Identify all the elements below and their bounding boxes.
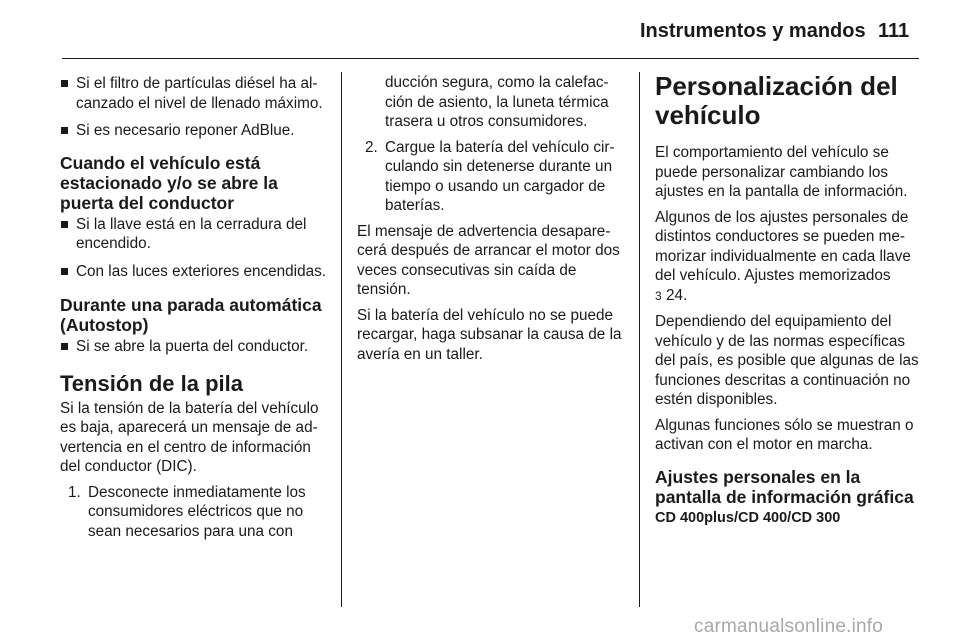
watermark-text: carmanualsonline.info	[694, 616, 884, 637]
model-line: CD 400plus/CD 400/CD 300	[655, 509, 841, 526]
paragraph: Si la batería del vehículo no se puede recargar, haga subsanar la causa de la avería en un taller.	[357, 306, 622, 363]
step-number: 1.	[68, 483, 81, 501]
page-reference-arrow-icon: 3	[655, 288, 662, 303]
numbered-step	[357, 138, 623, 216]
step-number: 2.	[365, 138, 378, 156]
paragraph: El mensaje de advertencia desaparecerá después de arrancar el motor dos veces consecutivas sin caída de tensión.	[357, 222, 620, 298]
column-divider-right	[639, 72, 640, 607]
step-text: Desconecte inmediatamente los consumidores eléctricos que no sean necesarios para una con	[88, 483, 306, 540]
header-title: Instrumentos y mandos	[640, 20, 866, 42]
column-middle	[357, 73, 623, 370]
bullet-item: Con las luces exteriores encendidas.	[60, 262, 328, 282]
column-left	[60, 74, 328, 547]
column-divider-left	[341, 72, 342, 607]
paragraph: Dependiendo del equipamiento del vehículo y de las normas específicas del país, es posible que algunas de las funciones descritas a continuación no estén disponibles.	[655, 313, 919, 408]
paragraph: El comportamiento del vehículo se puede personalizar cambiando los ajustes en la pantalla de información.	[655, 144, 908, 200]
section-heading: Personalización del vehículo	[655, 71, 898, 130]
step-continuation: ducción segura, como la calefacción de asiento, la luneta térmica trasera u otros consumidores.	[385, 74, 609, 130]
paragraph	[655, 208, 923, 307]
page-reference[interactable]: 24.	[665, 286, 688, 304]
page-number: 111	[878, 20, 910, 42]
subheading: Ajustes personales en la pantalla de información gráfica	[655, 466, 914, 507]
bullet-item: Si la llave está en la cerradura del encendido.	[60, 215, 328, 254]
heading-battery: Tensión de la pila	[60, 370, 243, 396]
header-rule	[62, 58, 919, 59]
bullet-item: Si se abre la puerta del conductor.	[60, 337, 328, 357]
step-text: Cargue la batería del vehículo circulando sin detenerse durante un tiempo o usando un cargador de baterías.	[385, 138, 615, 214]
column-right	[655, 72, 923, 527]
heading-autostop: Durante una parada automática (Autostop)	[60, 295, 322, 335]
bullet-item: Si el filtro de partículas diésel ha alcanzado el nivel de llenado máximo.	[60, 74, 328, 113]
battery-paragraph: Si la tensión de la batería del vehículo es baja, aparecerá un mensaje de advertencia en el centro de información del conductor (DIC).	[60, 399, 319, 475]
bullet-item: Si es necesario reponer AdBlue.	[60, 121, 328, 141]
heading-parked: Cuando el vehículo está estacionado y/o se abre la puerta del conductor	[60, 152, 278, 213]
paragraph-text: Algunos de los ajustes personales de distintos conductores se pueden memorizar individualmente en cada llave del vehículo. Ajustes memorizados	[655, 208, 911, 284]
paragraph: Algunas funciones sólo se muestran o activan con el motor en marcha.	[655, 416, 914, 453]
numbered-step	[60, 483, 328, 542]
